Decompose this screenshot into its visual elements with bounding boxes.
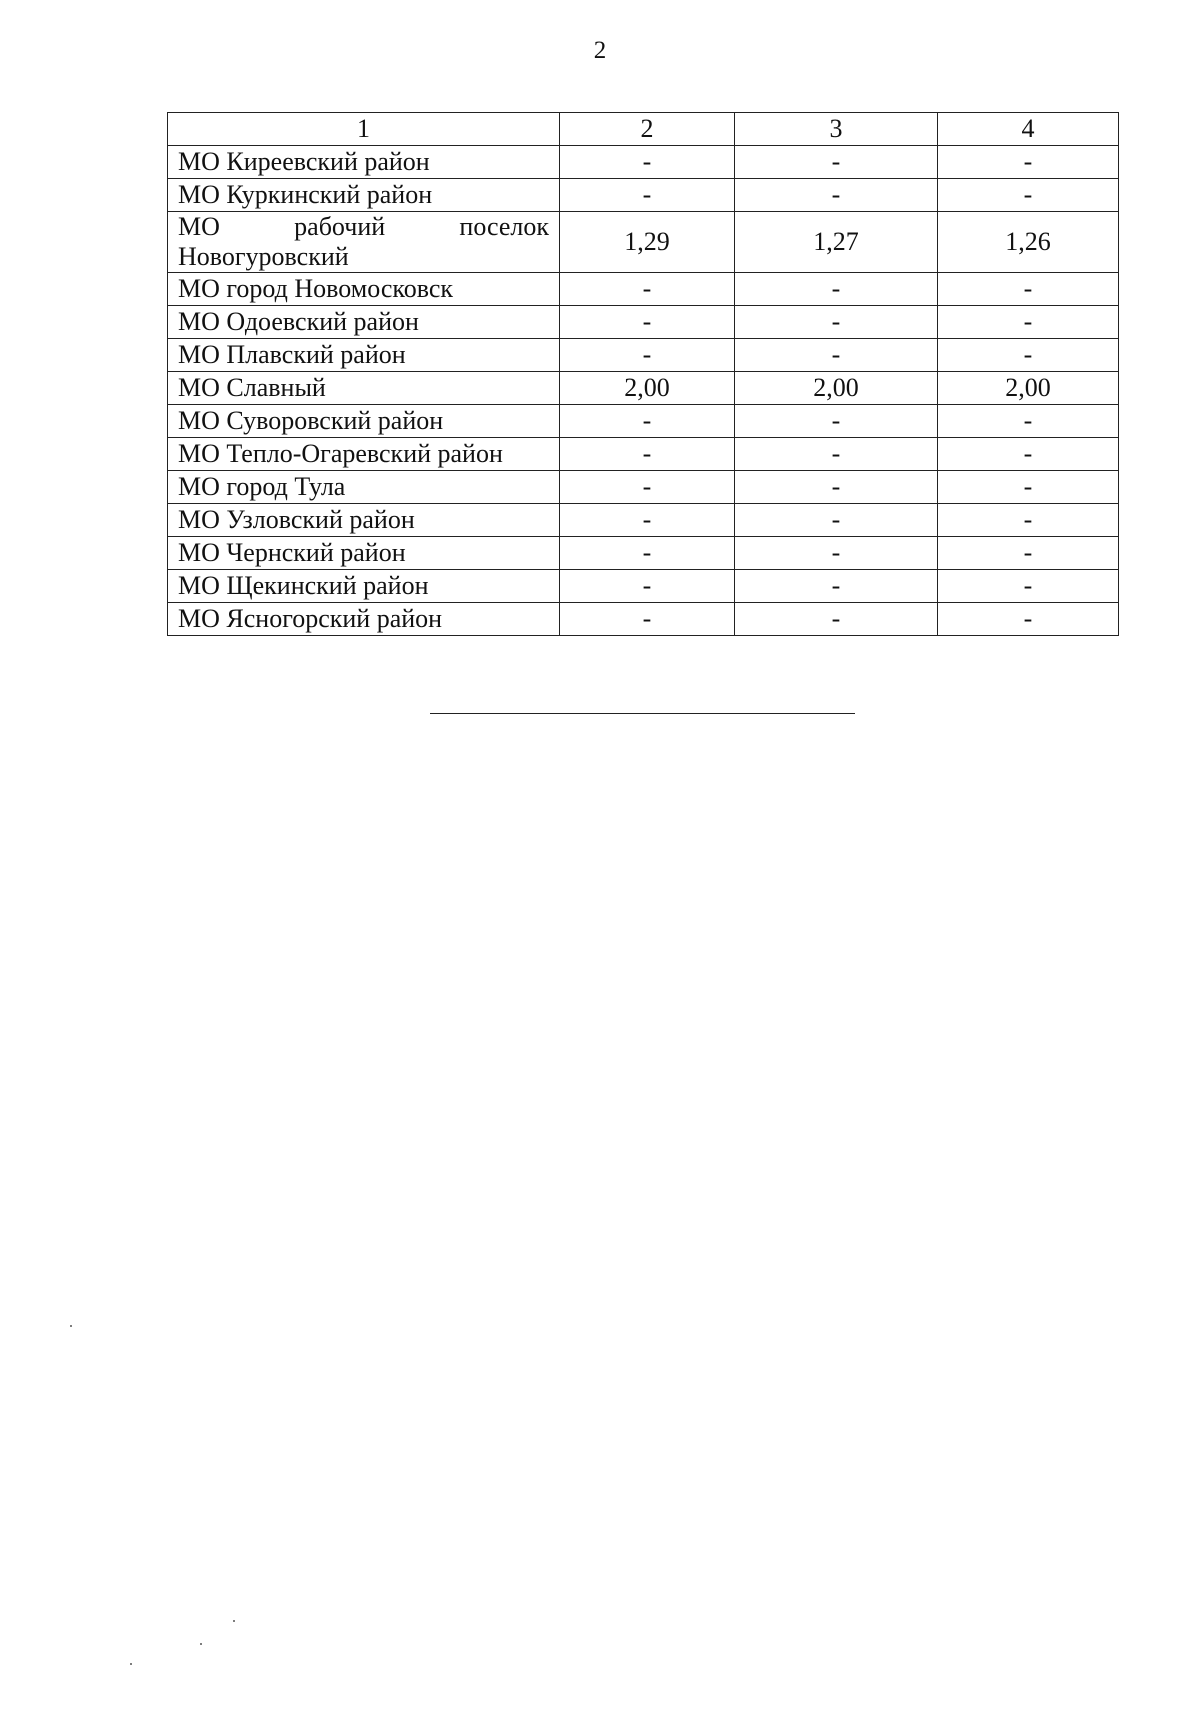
row-value-col3: 1,27 [735, 212, 938, 273]
row-value-col3: - [735, 405, 938, 438]
row-value-col3: - [735, 504, 938, 537]
row-value-col2: - [560, 339, 735, 372]
table-row [168, 372, 1119, 405]
row-name: МО Узловский район [168, 504, 560, 537]
data-table [167, 112, 1119, 636]
end-of-document-rule [430, 713, 855, 714]
row-value-col2: - [560, 471, 735, 504]
row-value-col3: - [735, 273, 938, 306]
table-row [168, 504, 1119, 537]
row-name: МО город Новомосковск [168, 273, 560, 306]
row-value-col4: - [938, 537, 1119, 570]
row-value-col4: - [938, 504, 1119, 537]
row-name: МО рабочий поселок Новогуровский [168, 212, 560, 273]
row-value-col4: 1,26 [938, 212, 1119, 273]
row-value-col2: - [560, 146, 735, 179]
row-value-col3: - [735, 146, 938, 179]
table-row [168, 471, 1119, 504]
row-name: МО Славный [168, 372, 560, 405]
table-row [168, 339, 1119, 372]
table-row [168, 405, 1119, 438]
page-number: 2 [593, 37, 607, 64]
table-row [168, 537, 1119, 570]
row-value-col3: - [735, 438, 938, 471]
row-value-col3: - [735, 471, 938, 504]
table-row [168, 438, 1119, 471]
row-value-col2: 2,00 [560, 372, 735, 405]
row-value-col4: - [938, 146, 1119, 179]
table-row [168, 570, 1119, 603]
row-name: МО Куркинский район [168, 179, 560, 212]
row-value-col4: 2,00 [938, 372, 1119, 405]
row-name: МО Чернский район [168, 537, 560, 570]
row-value-col4: - [938, 179, 1119, 212]
row-value-col2: - [560, 306, 735, 339]
column-header-2: 2 [560, 113, 735, 146]
row-value-col3: 2,00 [735, 372, 938, 405]
row-value-col3: - [735, 570, 938, 603]
row-name: МО Щекинский район [168, 570, 560, 603]
table-row [168, 603, 1119, 636]
scan-speck [233, 1620, 235, 1622]
scan-speck [70, 1325, 72, 1327]
table-row [168, 306, 1119, 339]
row-name: МО Одоевский район [168, 306, 560, 339]
row-value-col4: - [938, 471, 1119, 504]
row-value-col2: - [560, 537, 735, 570]
table-row [168, 273, 1119, 306]
row-value-col2: 1,29 [560, 212, 735, 273]
header-row [168, 113, 1119, 146]
row-name: МО город Тула [168, 471, 560, 504]
table-row [168, 179, 1119, 212]
row-value-col4: - [938, 273, 1119, 306]
row-value-col4: - [938, 306, 1119, 339]
row-value-col4: - [938, 570, 1119, 603]
row-value-col4: - [938, 339, 1119, 372]
row-value-col2: - [560, 438, 735, 471]
row-value-col2: - [560, 179, 735, 212]
row-value-col3: - [735, 537, 938, 570]
row-value-col3: - [735, 306, 938, 339]
row-value-col4: - [938, 438, 1119, 471]
table-row [168, 212, 1119, 273]
row-name: МО Плавский район [168, 339, 560, 372]
row-value-col4: - [938, 405, 1119, 438]
row-name: МО Ясногорский район [168, 603, 560, 636]
column-header-3: 3 [735, 113, 938, 146]
row-name: МО Киреевский район [168, 146, 560, 179]
table-row [168, 146, 1119, 179]
scan-speck [130, 1663, 132, 1665]
row-name: МО Суворовский район [168, 405, 560, 438]
row-value-col3: - [735, 179, 938, 212]
row-name: МО Тепло-Огаревский район [168, 438, 560, 471]
scan-speck [200, 1643, 202, 1645]
row-value-col4: - [938, 603, 1119, 636]
column-header-4: 4 [938, 113, 1119, 146]
row-value-col2: - [560, 504, 735, 537]
row-value-col2: - [560, 405, 735, 438]
column-header-1: 1 [168, 113, 560, 146]
row-value-col3: - [735, 603, 938, 636]
row-value-col2: - [560, 570, 735, 603]
row-value-col2: - [560, 273, 735, 306]
row-value-col3: - [735, 339, 938, 372]
row-value-col2: - [560, 603, 735, 636]
